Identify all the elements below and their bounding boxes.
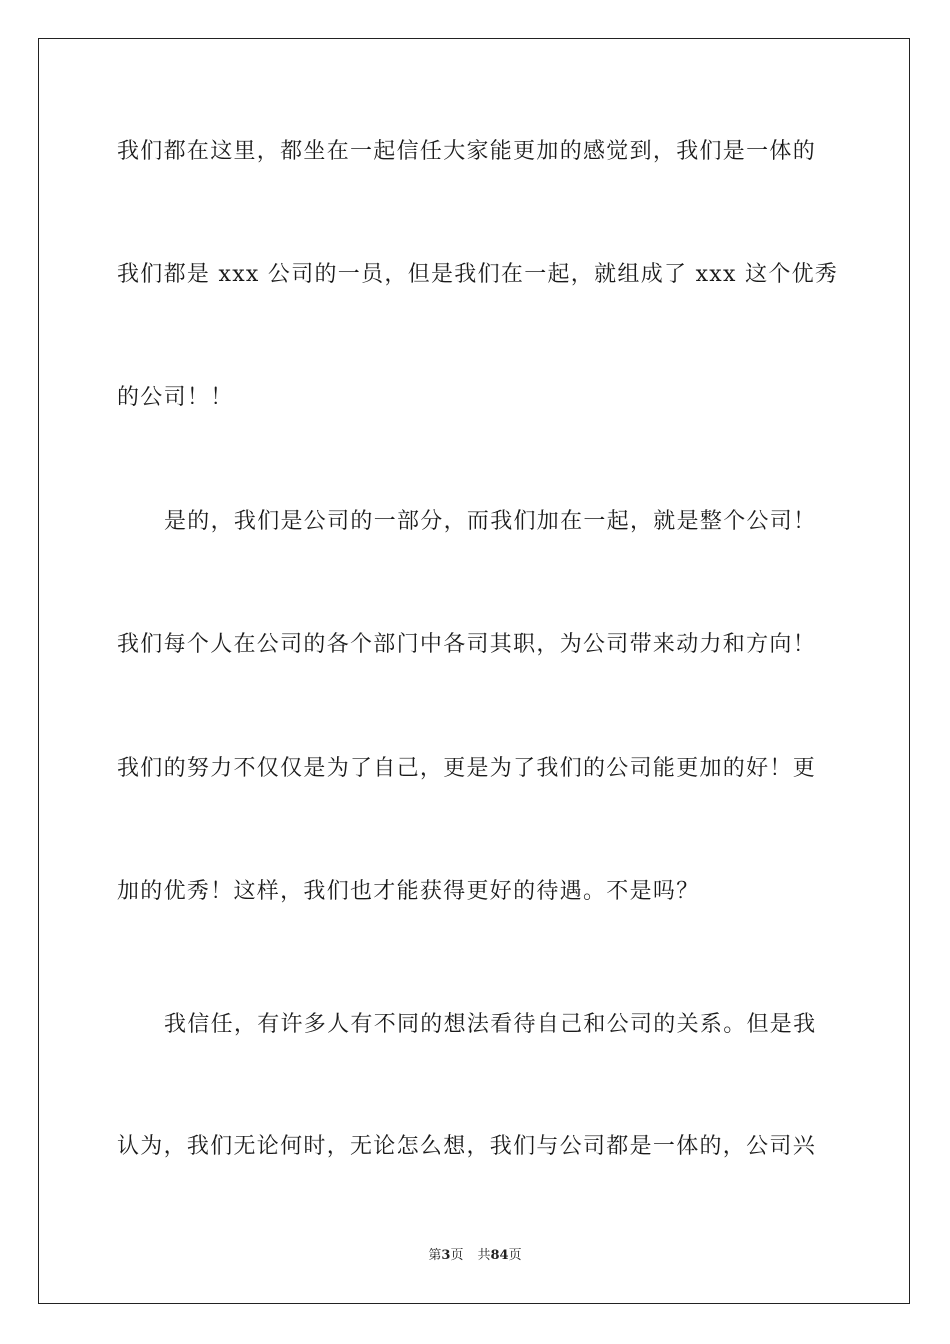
page-suffix: 页 xyxy=(450,1248,464,1263)
paragraph-line-6: 我们的努力不仅仅是为了自己，更是为了我们的公司能更加的好！更 xyxy=(117,756,817,781)
paragraph-line-7: 加的优秀！这样，我们也才能获得更好的待遇。不是吗？ xyxy=(117,879,700,904)
total-prefix: 共 xyxy=(477,1248,491,1263)
page-footer xyxy=(0,1247,950,1265)
paragraph-line-8: 我信任，有许多人有不同的想法看待自己和公司的关系。但是我 xyxy=(164,1012,817,1037)
paragraph-line-2: 我们都是 xxx 公司的一员，但是我们在一起，就组成了 xxx 这个优秀 xyxy=(117,262,839,287)
page-prefix: 第 xyxy=(428,1248,442,1263)
page-number: 3 xyxy=(441,1248,451,1263)
paragraph-line-9: 认为，我们无论何时，无论怎么想，我们与公司都是一体的，公司兴 xyxy=(117,1134,817,1159)
paragraph-line-3: 的公司！！ xyxy=(117,385,234,410)
page-border xyxy=(38,38,910,1304)
total-suffix: 页 xyxy=(508,1248,522,1263)
paragraph-line-5: 我们每个人在公司的各个部门中各司其职，为公司带来动力和方向！ xyxy=(117,632,817,657)
total-pages: 84 xyxy=(490,1248,509,1263)
paragraph-line-4: 是的，我们是公司的一部分，而我们加在一起，就是整个公司！ xyxy=(164,509,817,534)
paragraph-line-1: 我们都在这里，都坐在一起信任大家能更加的感觉到，我们是一体的 xyxy=(117,139,817,164)
